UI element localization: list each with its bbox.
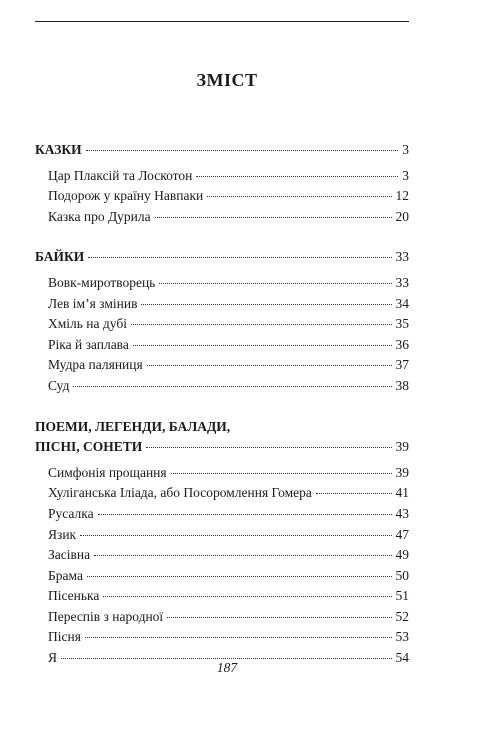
toc-entry[interactable] (35, 566, 409, 587)
page-number: 50 (395, 567, 409, 583)
page-number: 47 (395, 526, 409, 542)
dot-leader (196, 176, 398, 177)
section-title-line2: ПІСНІ, СОНЕТИ (35, 439, 143, 455)
toc-entry[interactable] (35, 376, 409, 397)
entry-title: Хуліганська Іліада, або Посоромлення Гомера (48, 485, 312, 501)
dot-leader (88, 257, 391, 258)
dot-leader (73, 386, 391, 387)
entry-title: Симфонія прощання (48, 464, 167, 480)
entry-title: Лев ім’я змінив (48, 295, 138, 311)
dot-leader (87, 576, 392, 577)
entry-title: Русалка (48, 505, 94, 521)
top-rule (35, 21, 409, 22)
dot-leader (147, 365, 392, 366)
entry-title: Засівна (48, 547, 91, 563)
dot-leader (86, 150, 399, 151)
toc-entry[interactable] (35, 463, 409, 484)
section-title-line1[interactable]: ПОЕМИ, ЛЕГЕНДИ, БАЛАДИ, (35, 418, 231, 434)
page-number: 36 (395, 336, 409, 352)
entry-title: Брама (48, 567, 83, 583)
toc-entry[interactable] (35, 355, 409, 376)
page-number: 49 (395, 547, 409, 563)
page-number: 43 (395, 505, 409, 521)
page-number: 51 (395, 588, 409, 604)
page-number: 33 (395, 249, 409, 265)
dot-leader (171, 473, 392, 474)
dot-leader (103, 596, 391, 597)
entry-title: Подорож у країну Навпаки (48, 188, 204, 204)
section-title: КАЗКИ (35, 142, 82, 157)
page-folio: 187 (216, 660, 238, 675)
toc-entry[interactable] (35, 586, 409, 607)
dot-leader (61, 658, 391, 659)
entry-title: Вовк-миротворець (48, 274, 156, 290)
toc-entry[interactable] (35, 483, 409, 504)
dot-leader (80, 535, 391, 536)
section-title-row[interactable] (35, 437, 409, 458)
page-number: 39 (395, 464, 409, 480)
page-number: 12 (395, 188, 409, 204)
page-number: 37 (395, 357, 409, 373)
toc-entry[interactable] (35, 273, 409, 294)
toc-section-bayky (35, 247, 409, 396)
table-of-contents (35, 140, 409, 689)
toc-entry[interactable] (35, 525, 409, 546)
entry-title: Пісенька (48, 588, 100, 604)
entry-title: Суд (48, 377, 70, 393)
page-heading: ЗМІСТ (196, 70, 258, 90)
section-title-row[interactable] (35, 247, 409, 268)
dot-leader (94, 555, 391, 556)
page-number: 53 (395, 629, 409, 645)
dot-leader (133, 345, 392, 346)
dot-leader (167, 617, 391, 618)
toc-section-kazky (35, 140, 409, 227)
dot-leader (141, 304, 391, 305)
entry-title: Казка про Дурила (48, 208, 151, 224)
page-number: 54 (395, 650, 409, 666)
page-number: 35 (395, 316, 409, 332)
dot-leader (146, 447, 391, 448)
entry-title: Переспів з народної (48, 608, 164, 624)
page-number: 39 (395, 439, 409, 455)
entry-title: Я (48, 650, 58, 666)
toc-entry[interactable] (35, 314, 409, 335)
toc-section-poemy (35, 417, 409, 669)
section-title: БАЙКИ (35, 249, 85, 265)
toc-entry[interactable] (35, 504, 409, 525)
toc-entry[interactable] (35, 166, 409, 187)
page-number: 20 (395, 208, 409, 224)
dot-leader (159, 283, 391, 284)
dot-leader (131, 324, 392, 325)
section-title-row[interactable] (35, 140, 409, 161)
page-number: 3 (402, 167, 409, 183)
dot-leader (155, 217, 392, 218)
page-number: 34 (395, 295, 409, 311)
entry-title: Ріка й заплава (48, 336, 129, 352)
entry-title: Язик (48, 526, 77, 542)
page-number: 38 (395, 377, 409, 393)
dot-leader (316, 493, 392, 494)
toc-entry[interactable] (35, 335, 409, 356)
entry-title: Пісня (48, 629, 81, 645)
dot-leader (98, 514, 392, 515)
toc-entry[interactable] (35, 207, 409, 228)
dot-leader (207, 196, 391, 197)
page-number: 3 (402, 142, 409, 157)
entry-title: Цар Плаксій та Лоскотон (48, 167, 193, 183)
toc-entry[interactable] (35, 627, 409, 648)
toc-entry[interactable] (35, 186, 409, 207)
toc-entry[interactable] (35, 545, 409, 566)
page-number: 33 (395, 274, 409, 290)
page-number: 52 (395, 608, 409, 624)
entry-title: Хміль на дубі (48, 316, 127, 332)
toc-entry[interactable] (35, 607, 409, 628)
entry-title: Мудра паляниця (48, 357, 143, 373)
dot-leader (85, 637, 392, 638)
toc-entry[interactable] (35, 294, 409, 315)
page-number: 41 (395, 485, 409, 501)
